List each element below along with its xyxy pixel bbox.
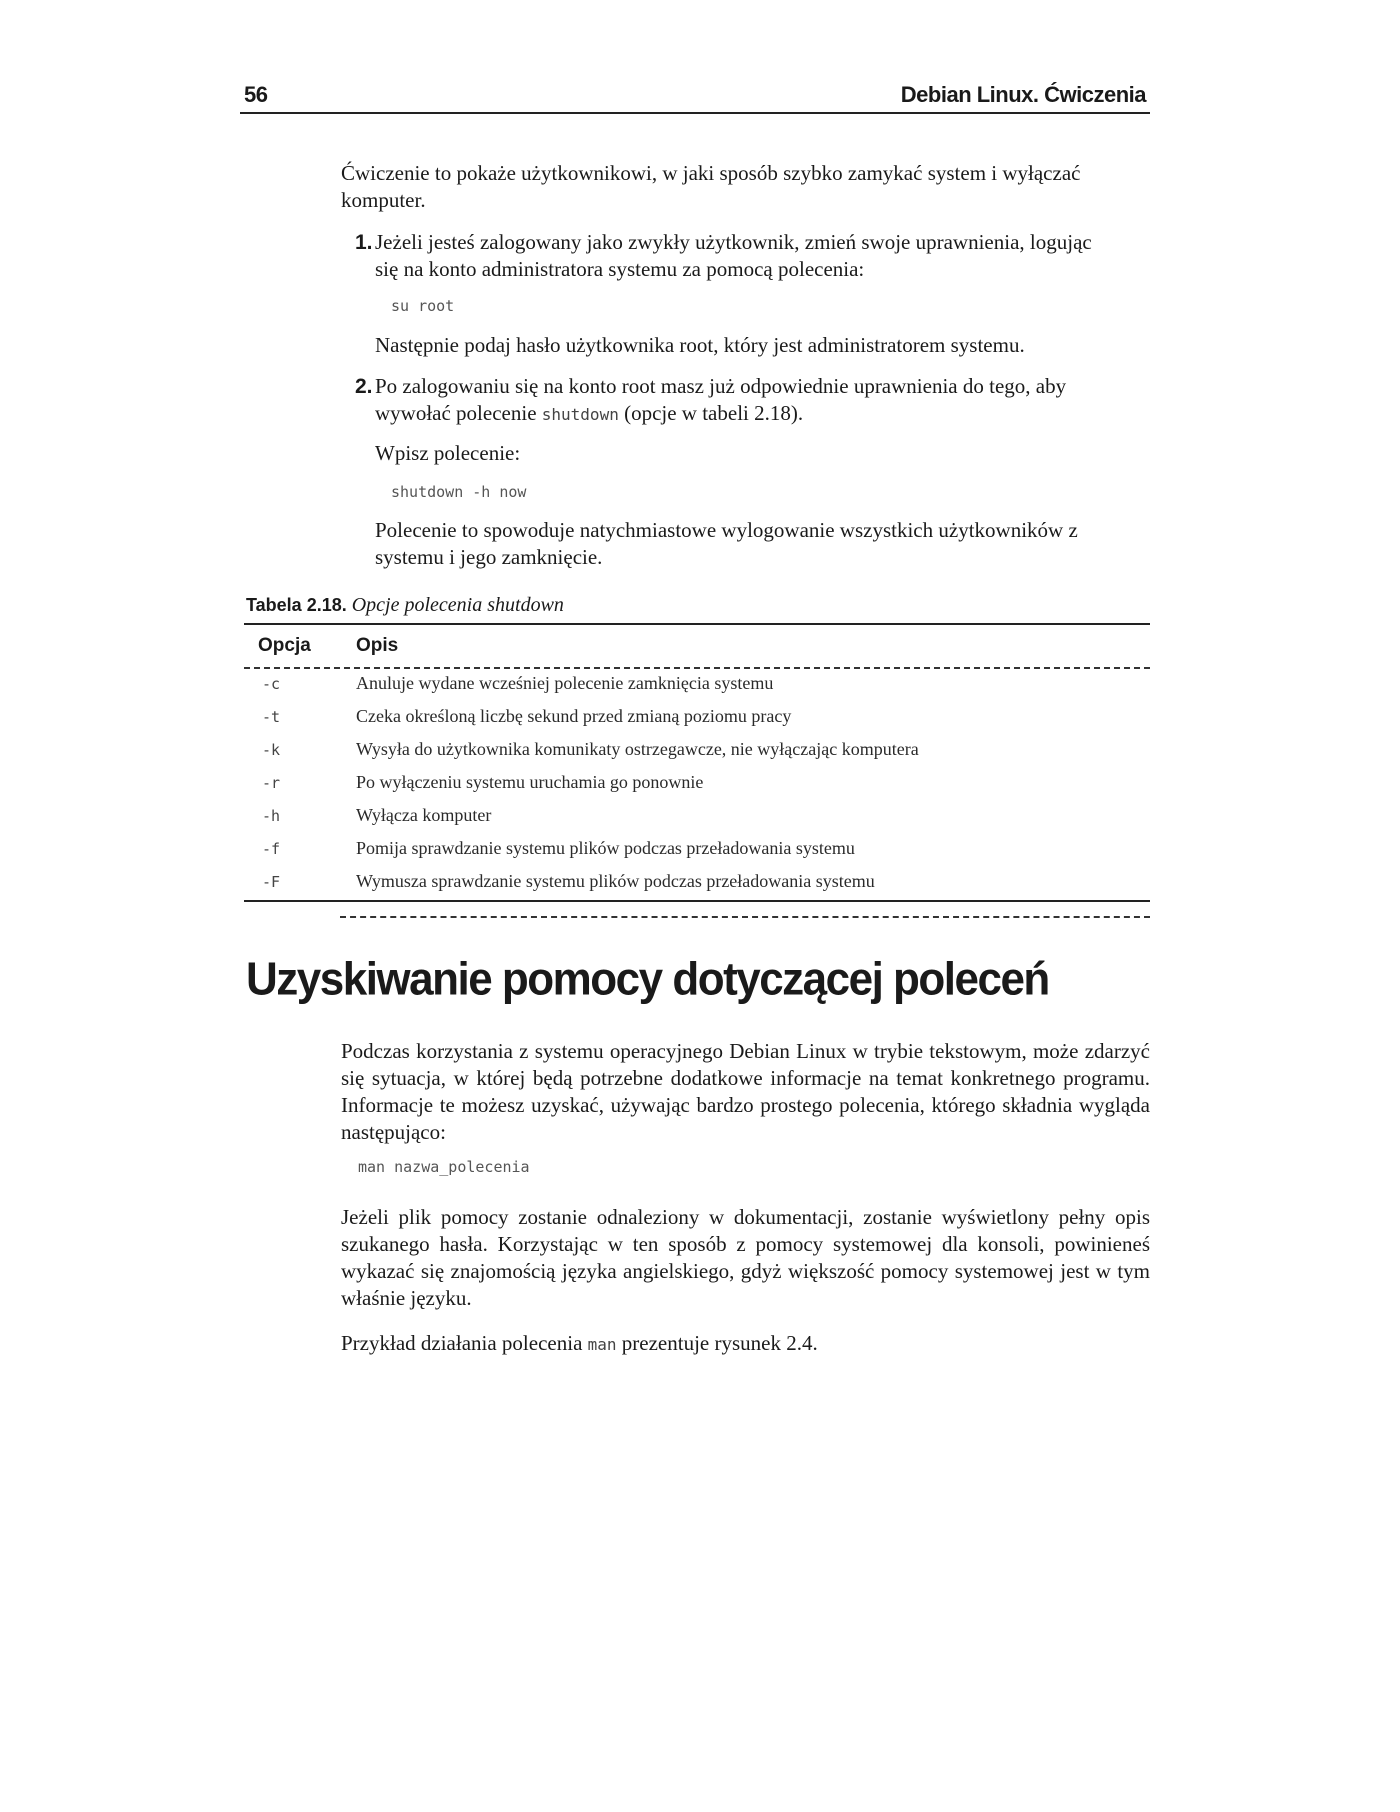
inline-code-shutdown: shutdown: [541, 405, 619, 424]
table-end-rule: [340, 916, 1150, 918]
section-paragraph-1: Podczas korzystania z systemu operacyjnego Debian Linux w trybie tekstowym, może zdarzyć się sytuacja, w której będą potrzebne dodatkowe informacje na temat konkretnego programu. Informacje te możesz uzyskać, używając bardzo prostego polecenia, którego składnia wygląda następująco:: [341, 1039, 1150, 1144]
option-cell: -c: [262, 675, 281, 693]
step-2: [355, 373, 1115, 428]
option-cell: -k: [262, 741, 281, 759]
table-row: [244, 801, 1150, 834]
description-cell: Czeka określoną liczbę sekund przed zmianą poziomu pracy: [356, 706, 792, 726]
description-cell: Anuluje wydane wcześniej polecenie zamknięcia systemu: [356, 673, 774, 693]
table-row: [244, 702, 1150, 735]
option-cell: -t: [262, 708, 281, 726]
column-header-option: Opcja: [258, 635, 311, 656]
step-1: [355, 229, 1115, 283]
description-cell: Po wyłączeniu systemu uruchamia go ponownie: [356, 772, 704, 792]
table-row: [244, 669, 1150, 702]
page-number: 56: [244, 82, 268, 107]
description-cell: Wymusza sprawdzanie systemu plików podczas przeładowania systemu: [356, 871, 875, 891]
step-number: 2.: [355, 375, 373, 398]
section-paragraph-3: Przykład działania polecenia man prezentuje rysunek 2.4.: [341, 1331, 818, 1355]
option-cell: -F: [262, 873, 281, 891]
option-cell: -h: [262, 807, 281, 825]
step-text: Po zalogowaniu się na konto root masz już odpowiednie uprawnienia do tego, aby wywołać polecenie shutdown (opcje w tabeli 2.18).: [375, 374, 1067, 425]
table-header-row: [244, 625, 1150, 669]
description-cell: Wysyła do użytkownika komunikaty ostrzegawcze, nie wyłączając komputera: [356, 739, 919, 759]
code-su-root: su root: [391, 297, 455, 315]
option-cell: -r: [262, 774, 281, 792]
step-2-prompt: Wpisz polecenie:: [375, 441, 521, 465]
description-cell: Wyłącza komputer: [356, 805, 492, 825]
code-man: man nazwa_polecenia: [358, 1158, 530, 1176]
table-row: [244, 867, 1150, 900]
table-row: [244, 768, 1150, 801]
step-text: Jeżeli jesteś zalogowany jako zwykły użytkownik, zmień swoje uprawnienia, logując się na konto administratora systemu za pomocą polecenia:: [375, 230, 1092, 281]
table-label: Tabela 2.18.: [246, 595, 347, 615]
inline-code-man: man: [587, 1335, 617, 1354]
table-caption: [246, 594, 564, 617]
column-header-description: Opis: [356, 635, 399, 656]
table-row: [244, 735, 1150, 768]
running-title: Debian Linux. Ćwiczenia: [900, 82, 1146, 107]
step-number: 1.: [355, 231, 373, 254]
code-shutdown-now: shutdown -h now: [391, 483, 527, 501]
options-table: [244, 623, 1150, 902]
table-title: Opcje polecenia shutdown: [351, 594, 564, 616]
step-2-after: Polecenie to spowoduje natychmiastowe wylogowanie wszystkich użytkowników z systemu i jego zamknięcie.: [375, 518, 1078, 569]
table-row: [244, 834, 1150, 867]
intro-paragraph: Ćwiczenie to pokaże użytkownikowi, w jaki sposób szybko zamykać system i wyłączać komputer.: [341, 161, 1081, 212]
page-header: [240, 80, 1150, 114]
step-1-after: Następnie podaj hasło użytkownika root, który jest administratorem systemu.: [375, 333, 1025, 357]
section-heading: Uzyskiwanie pomocy dotyczącej poleceń: [246, 953, 1049, 1006]
description-cell: Pomija sprawdzanie systemu plików podczas przeładowania systemu: [356, 838, 855, 858]
section-paragraph-2: Jeżeli plik pomocy zostanie odnaleziony w dokumentacji, zostanie wyświetlony pełny opis szukanego hasła. Korzystając w ten sposób z pomocy systemowej dla konsoli, powinieneś wykazać się znajomością języka angielskiego, gdyż większość pomocy systemowej jest w tym właśnie języku.: [341, 1205, 1150, 1310]
option-cell: -f: [262, 840, 281, 858]
